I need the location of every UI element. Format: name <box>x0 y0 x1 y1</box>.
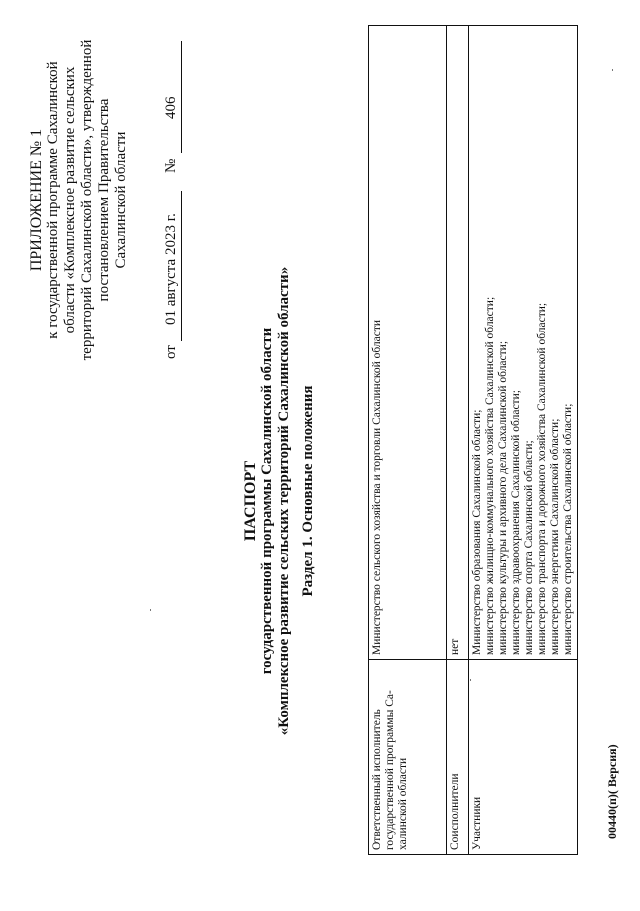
list-item: министерство строительства Сахалинской области; <box>562 403 574 655</box>
list-item: министерство здравоохранения Сахалинской области; <box>510 390 522 655</box>
passport-heading <box>242 241 293 761</box>
list-item: министерство культуры и архивного дела Сахалинской области; <box>497 340 509 655</box>
from-label: от <box>163 345 179 359</box>
list-item: министерство спорта Сахалинской области; <box>523 440 535 655</box>
row-label: Ответственный исполнитель государственной программы Са-халинской области <box>369 660 447 855</box>
row-label: Участники <box>469 660 578 855</box>
order-number: 406 <box>163 96 179 119</box>
list-item: Министерство образования Сахалинской области; <box>471 409 483 655</box>
list-item: министерство транспорта и дорожного хозяйства Сахалинской области; <box>536 302 548 655</box>
list-item: министерство жилищно-коммунального хозяйства Сахалинской области; <box>484 296 496 655</box>
row-value: нет <box>447 26 469 660</box>
appendix-line: постановлением Правительства <box>96 98 112 302</box>
order-date: 01 августа 2023 г. <box>163 213 179 325</box>
appendix-title: ПРИЛОЖЕНИЕ № 1 <box>28 128 45 272</box>
appendix-line: области «Комплексное развитие сельских <box>62 66 78 334</box>
list-item: министерство энергетики Сахалинской области; <box>549 418 561 655</box>
appendix-line: территорий Сахалинской области», утвержденной <box>79 39 95 361</box>
date-underline <box>181 191 182 341</box>
passport-subtitle: государственной программы Сахалинской области <box>259 327 275 675</box>
scan-speck <box>150 609 151 611</box>
passport-table <box>368 25 578 855</box>
order-date-row <box>163 25 187 365</box>
table-row <box>447 26 469 855</box>
passport-title: ПАСПОРТ <box>242 460 259 542</box>
number-label: № <box>163 158 179 173</box>
scan-speck <box>470 679 471 681</box>
row-label: Соисполнители <box>447 660 469 855</box>
table-row <box>369 26 447 855</box>
participants-list <box>469 26 578 660</box>
appendix-line: Сахалинской области <box>113 131 129 269</box>
table-row <box>469 26 578 855</box>
footer-code: 00440(п)( Версия) <box>605 744 619 839</box>
program-name: «Комплексное развитие сельских территорий Сахалинской области» <box>276 266 292 736</box>
number-underline <box>181 41 182 153</box>
appendix-line: к государственной программе Сахалинской <box>45 61 61 339</box>
row-value: Министерство сельского хозяйства и торговли Сахалинской области <box>369 26 447 660</box>
section-title: Раздел 1. Основные положения <box>300 385 316 597</box>
scan-speck <box>612 69 613 71</box>
appendix-header <box>28 35 130 365</box>
